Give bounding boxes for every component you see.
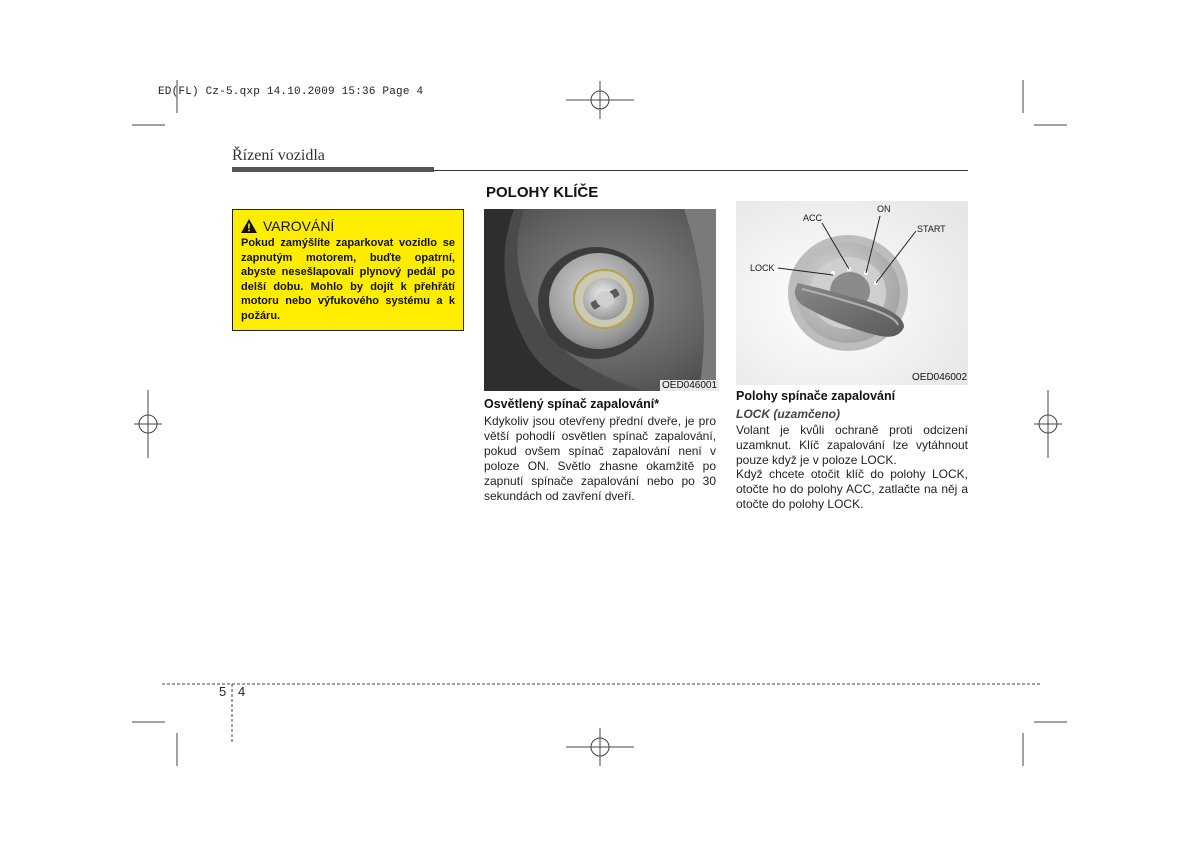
- label-lock: LOCK: [750, 263, 775, 273]
- ignition-photo-illustration: [484, 209, 716, 391]
- figure-code: OED046001: [662, 380, 718, 391]
- registration-mark: [1034, 390, 1062, 458]
- illuminated-switch-text: Kdykoliv jsou otevřeny přední dveře, je pro větší pohodlí osvětlen spínač zapalování, pokud ovšem spínač zapalování není v poloze ON. Světlo zhasne okamžitě po zapnutí spínače zapalování nebo po 30 sekundách od zavření dveří.: [484, 414, 716, 503]
- label-on: ON: [877, 204, 891, 214]
- warning-box: [232, 209, 464, 331]
- chapter-rule: [434, 170, 968, 171]
- warning-triangle-icon: [241, 219, 257, 233]
- ignition-positions-subtitle: Polohy spínače zapalování: [736, 389, 896, 403]
- lock-paragraph-2: Když chcete otočit klíč do polohy LOCK, otočte ho do polohy ACC, zatlačte na něj a otočte do polohy LOCK.: [736, 467, 968, 511]
- registration-mark: [566, 81, 634, 119]
- print-slug: ED(FL) Cz-5.qxp 14.10.2009 15:36 Page 4: [158, 86, 424, 98]
- label-start: START: [917, 224, 946, 234]
- registration-mark: [134, 390, 162, 458]
- warning-title: VAROVÁNÍ: [263, 218, 335, 234]
- lock-heading: LOCK (uzamčeno): [736, 407, 841, 421]
- registration-mark: [566, 728, 634, 766]
- figure-code: OED046002: [912, 372, 968, 383]
- illuminated-switch-subtitle: Osvětlený spínač zapalování*: [484, 397, 660, 411]
- chapter-bar: [232, 167, 434, 172]
- chapter-number: 5: [219, 684, 227, 699]
- section-title: POLOHY KLÍČE: [486, 184, 599, 201]
- ignition-photo: [484, 209, 716, 391]
- page-number: 4: [238, 684, 246, 699]
- chapter-title: Řízení vozidla: [232, 147, 325, 164]
- ignition-positions-figure: [736, 201, 968, 385]
- warning-header: [241, 218, 455, 234]
- label-acc: ACC: [803, 213, 823, 223]
- lock-paragraph-1: Volant je kvůli ochraně proti odcizení uzamknut. Klíč zapalování lze vytáhnout pouze když je v poloze LOCK.: [736, 423, 968, 467]
- warning-text: Pokud zamýšlíte zaparkovat vozidlo se zapnutým motorem, buďte opatrní, abyste nesešlapovali plynový pedál po delší dobu. Mohlo by dojít k přehřátí motoru nebo výfukového systému a k požáru.: [241, 237, 455, 322]
